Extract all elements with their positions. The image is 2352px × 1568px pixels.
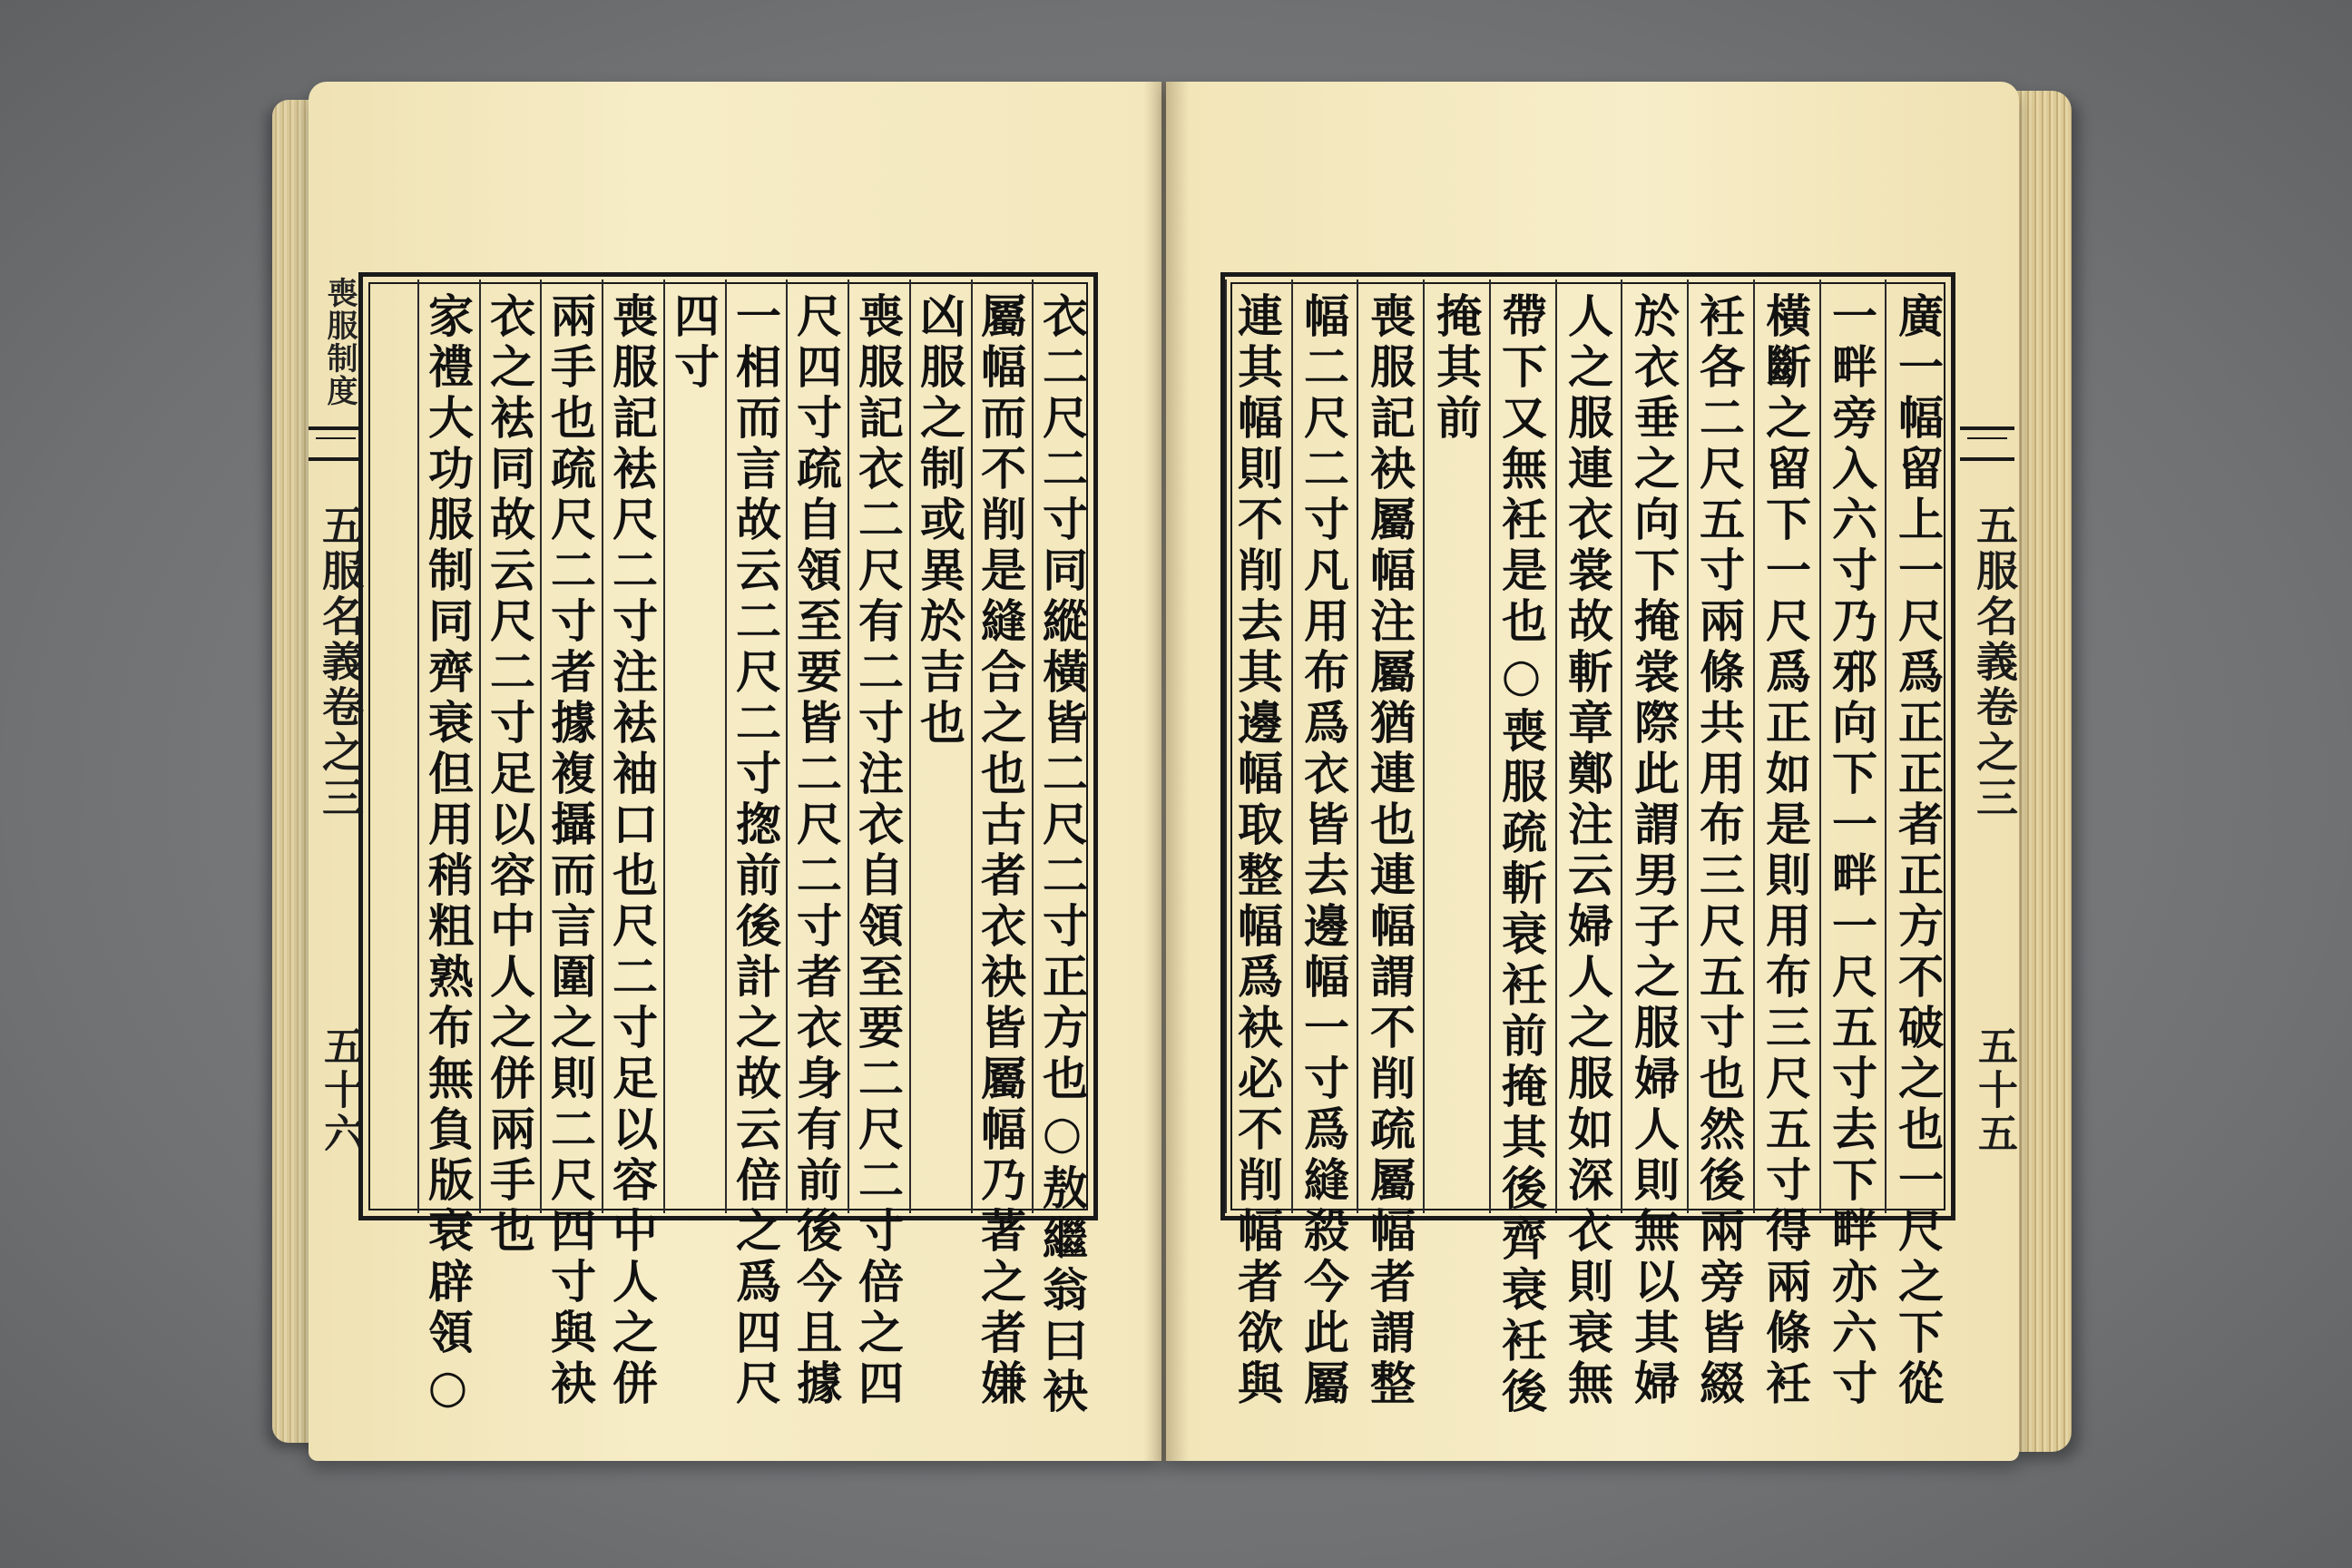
column-rule (1291, 279, 1293, 1213)
column-rule (663, 279, 665, 1213)
text-column: 幅二尺二寸凡用布爲衣皆去邊幅一寸爲縫殺今此屬 (1297, 292, 1350, 1410)
text-column: 衽各二尺五寸兩條共用布三尺五寸也然後兩旁皆綴 (1692, 292, 1746, 1410)
left-margin-title: 喪服制度 (321, 277, 358, 407)
text-column: 掩其前 (1429, 292, 1483, 445)
column-rule (602, 279, 603, 1213)
column-rule (1819, 279, 1821, 1213)
book-gutter (1143, 82, 1189, 1461)
left-center-page-number: 五十六 (317, 1025, 363, 1156)
text-column: 人之服連衣裳故斬章鄭注云婦人之服如深衣則衰無 (1561, 292, 1614, 1410)
text-column: 橫斷之留下一尺爲正如是則用布三尺五寸得兩條衽 (1759, 292, 1812, 1410)
column-rule (971, 279, 973, 1213)
column-rule (1555, 279, 1557, 1213)
text-column: 兩手也疏尺二寸者據複攝而言圍之則二尺四寸與袂 (544, 292, 597, 1410)
column-rule (417, 279, 419, 1213)
column-rule (848, 279, 849, 1213)
text-column: 一畔旁入六寸乃邪向下一畔一尺五寸去下畔亦六寸 (1825, 292, 1878, 1410)
column-rule (725, 279, 727, 1213)
column-rule (909, 279, 911, 1213)
column-rule (1225, 279, 1227, 1213)
text-column: 屬幅而不削是縫合之也古者衣袂皆屬幅乃著之者嫌 (974, 292, 1027, 1410)
column-rule (1687, 279, 1689, 1213)
column-rule (1357, 279, 1358, 1213)
column-rule (1423, 279, 1425, 1213)
text-column: 家禮大功服制同齊衰但用稍粗熟布無負版衰辟領○ (421, 292, 475, 1418)
left-fish-tail-top (309, 426, 363, 461)
column-rule (540, 279, 542, 1213)
column-rule (1753, 279, 1755, 1213)
left-center-title: 五服名義卷之三 (316, 504, 365, 821)
right-center-title: 五服名義卷之三 (1970, 504, 2019, 821)
text-column: 尺四寸疏自領至要皆二尺二寸者衣身有前後今且據 (789, 292, 843, 1410)
right-fish-tail-top (1960, 426, 2014, 461)
text-column: 喪服記衣二尺有二寸注衣自領至要二尺二寸倍之四 (851, 292, 905, 1410)
text-column: 喪服記袪尺二寸注袪袖口也尺二寸足以容中人之併 (605, 292, 659, 1410)
text-column: 喪服記袂屬幅注屬猶連也連幅謂不削疏屬幅者謂整 (1363, 292, 1416, 1410)
right-center-page-number: 五十五 (1971, 1025, 2017, 1156)
column-rule (479, 279, 481, 1213)
column-rule (1621, 279, 1622, 1213)
text-column: 衣二尺二寸同縱橫皆二尺二寸正方也○敖繼翁曰袂 (1035, 292, 1089, 1418)
text-column: 連其幅則不削去其邊幅取整幅爲袂必不削幅者欲與 (1230, 292, 1284, 1410)
text-column: 帶下又無衽是也○喪服疏斬衰衽前掩其後齊衰衽後 (1494, 292, 1548, 1418)
text-column: 衣之袪同故云尺二寸足以容中人之併兩手也 (483, 292, 536, 1258)
text-column: 凶服之制或異於吉也 (913, 292, 966, 750)
text-column: 四寸 (667, 292, 720, 394)
text-column: 廣一幅留上一尺爲正正者正方不破之也一尺之下從 (1891, 292, 1945, 1410)
text-column: 於衣垂之向下掩裳際此謂男子之服婦人則無以其婦 (1627, 292, 1681, 1410)
column-rule (1489, 279, 1491, 1213)
text-column: 一相而言故云二尺二寸揔前後計之故云倍之爲四尺 (729, 292, 782, 1410)
column-rule (786, 279, 788, 1213)
column-rule (1885, 279, 1886, 1213)
column-rule (1032, 279, 1034, 1213)
